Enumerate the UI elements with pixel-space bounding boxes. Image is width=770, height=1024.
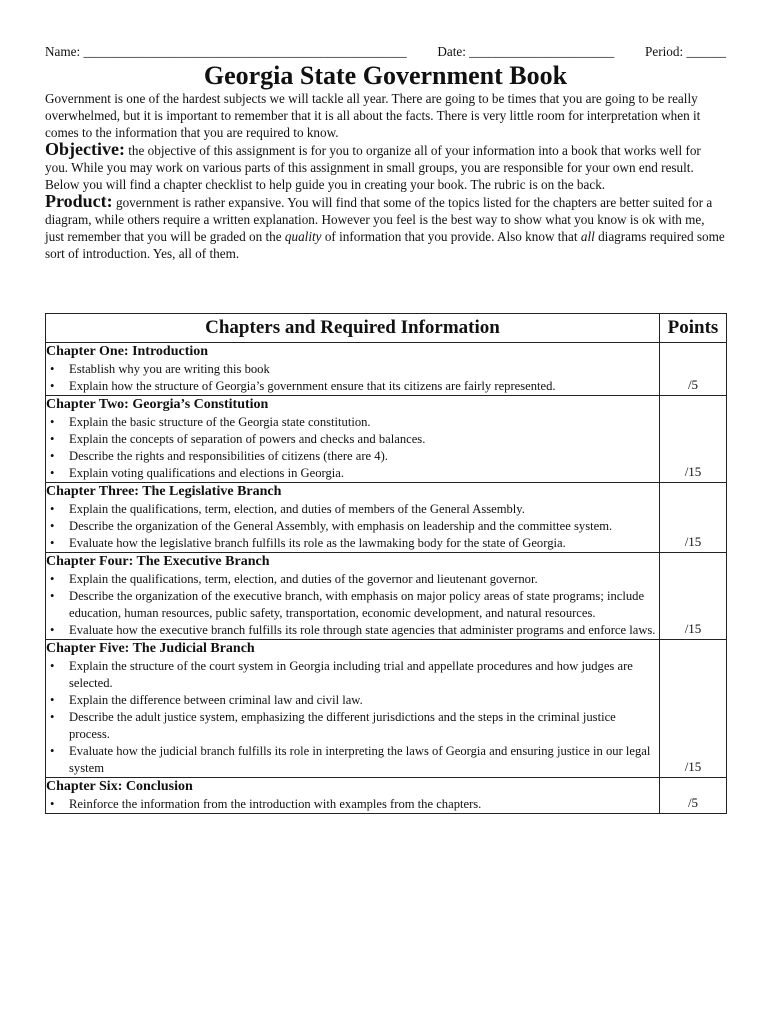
table-header-row xyxy=(46,314,727,343)
objective-text: the objective of this assignment is for you to organize all of your information into a book that works well for you. While you may work on various parts of this assignment in small groups, you are responsible for your own end result. Below you will find a chapter checklist to help guide you in creating your book. The rubric is on the back. xyxy=(45,143,701,192)
list-item: • Explain the structure of the court system in Georgia including trial and appellate procedures and how judges are selected. xyxy=(46,658,659,692)
table-row xyxy=(46,778,727,814)
chapter-cell xyxy=(46,396,660,483)
name-field: Name: _________________________________________________ xyxy=(45,44,407,59)
list-item: • Evaluate how the executive branch fulfills its role through state agencies that administer programs and enforce laws. xyxy=(46,622,659,639)
product-text-3: diagrams required some sort of introduction. Yes, all of them. xyxy=(45,229,725,261)
product-text-1: government is rather expansive. You will find that some of the topics listed for the chapters are better suited for a diagram, while others require a written explanation. However you feel is the best way to show what you know is ok with me, just remember that you will be graded on the xyxy=(45,195,713,244)
points-value: /5 xyxy=(687,377,699,392)
list-item: • Evaluate how the legislative branch fulfills its role as the lawmaking body for the state of Georgia. xyxy=(46,535,659,552)
table-row xyxy=(46,483,727,553)
list-item: • Evaluate how the judicial branch fulfills its role in interpreting the laws of Georgia and ensuring justice in our legal system xyxy=(46,743,659,777)
chapter-cell xyxy=(46,553,660,640)
chapter-title: Chapter One: Introduction xyxy=(46,344,209,359)
list-item: • Explain the qualifications, term, election, and duties of members of the General Assembly. xyxy=(46,501,659,518)
points-cell xyxy=(660,553,727,640)
date-field: Date: ______________________ xyxy=(437,44,615,59)
points-cell xyxy=(660,483,727,553)
table-row xyxy=(46,553,727,640)
chapter-title: Chapter Three: The Legislative Branch xyxy=(46,484,282,499)
list-item: • Describe the organization of the executive branch, with emphasis on major policy areas of state programs; include education, human resources, public safety, transportation, economic development, and natural resources. xyxy=(46,588,659,622)
list-item: • Explain the difference between criminal law and civil law. xyxy=(46,692,659,709)
chapter-title: Chapter Four: The Executive Branch xyxy=(46,554,270,569)
requirement-list xyxy=(46,571,659,639)
product-label: Product: xyxy=(45,191,113,211)
column-header-points: Points xyxy=(660,314,727,343)
worksheet-page xyxy=(45,44,726,811)
objective-label: Objective: xyxy=(45,139,125,159)
requirement-list xyxy=(46,361,659,395)
page-title: Georgia State Government Book xyxy=(203,61,568,90)
column-header-chapters: Chapters and Required Information xyxy=(46,314,660,343)
points-cell xyxy=(660,778,727,814)
product-emphasis-quality: quality xyxy=(284,229,322,244)
product-text-2: of information that you provide. Also know that xyxy=(321,229,581,244)
points-cell xyxy=(660,396,727,483)
chapter-cell xyxy=(46,778,660,814)
period-field: Period: ______ xyxy=(645,44,726,59)
list-item: • Reinforce the information from the introduction with examples from the chapters. xyxy=(46,796,659,813)
product-emphasis-all: all xyxy=(580,229,595,244)
product-paragraph xyxy=(45,193,726,262)
chapter-checklist-table xyxy=(45,313,727,814)
student-info-line xyxy=(45,44,726,60)
list-item: • Explain the qualifications, term, election, and duties of the governor and lieutenant governor. xyxy=(46,571,659,588)
table-row xyxy=(46,640,727,778)
chapter-title: Chapter Five: The Judicial Branch xyxy=(46,641,255,656)
chapter-cell xyxy=(46,640,660,778)
list-item: • Explain voting qualifications and elections in Georgia. xyxy=(46,465,659,482)
requirement-list xyxy=(46,501,659,552)
points-cell xyxy=(660,640,727,778)
list-item: • Describe the organization of the General Assembly, with emphasis on leadership and the committee system. xyxy=(46,518,659,535)
table-row xyxy=(46,396,727,483)
points-value: /15 xyxy=(684,759,702,774)
list-item: • Describe the adult justice system, emphasizing the different jurisdictions and the steps in the criminal justice process. xyxy=(46,709,659,743)
chapter-title: Chapter Two: Georgia’s Constitution xyxy=(46,397,269,412)
objective-paragraph xyxy=(45,141,726,193)
table-row xyxy=(46,343,727,396)
list-item: • Establish why you are writing this book xyxy=(46,361,659,378)
chapter-cell xyxy=(46,483,660,553)
chapter-title: Chapter Six: Conclusion xyxy=(46,779,193,794)
intro-paragraph: Government is one of the hardest subjects we will tackle all year. There are going to be times that you are going to be really overwhelmed, but it is important to remember that it is all about the facts. There is very little room for interpretation when it comes to the information that you are required to know. xyxy=(45,91,701,140)
points-value: /15 xyxy=(684,534,702,549)
requirement-list xyxy=(46,796,659,813)
requirement-list xyxy=(46,414,659,482)
list-item: • Explain the concepts of separation of powers and checks and balances. xyxy=(46,431,659,448)
list-item: • Describe the rights and responsibilities of citizens (there are 4). xyxy=(46,448,659,465)
chapter-cell xyxy=(46,343,660,396)
points-value: /5 xyxy=(687,795,699,810)
list-item: • Explain the basic structure of the Georgia state constitution. xyxy=(46,414,659,431)
requirement-list xyxy=(46,658,659,777)
points-cell xyxy=(660,343,727,396)
list-item: • Explain how the structure of Georgia’s government ensure that its citizens are fairly represented. xyxy=(46,378,659,395)
points-value: /15 xyxy=(684,621,702,636)
points-value: /15 xyxy=(684,464,702,479)
